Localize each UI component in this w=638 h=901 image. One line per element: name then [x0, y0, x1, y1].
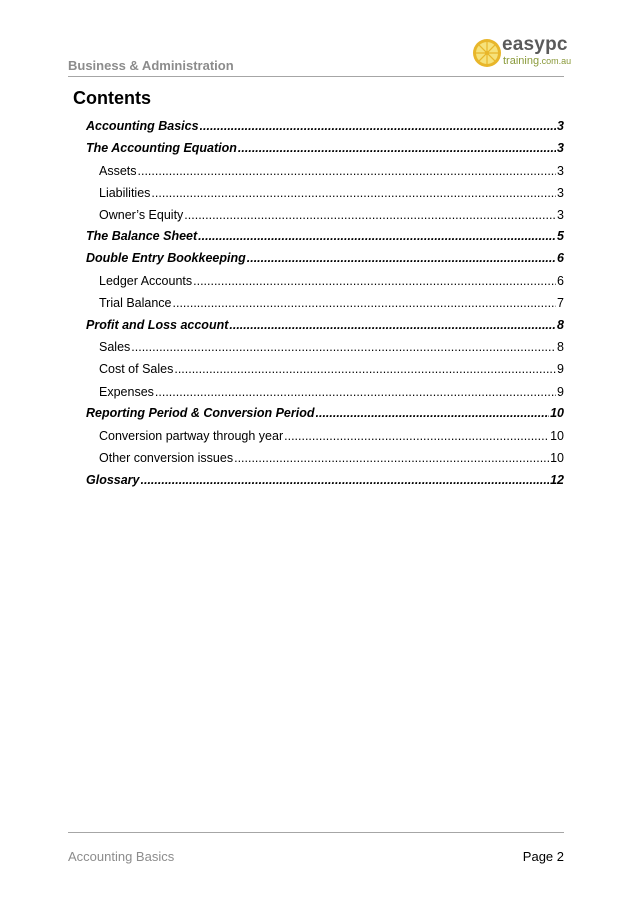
toc-leader-dots	[174, 362, 556, 376]
header-title: Business & Administration	[68, 58, 234, 73]
toc-leader-dots	[316, 406, 550, 420]
toc-entry-accounting-equation[interactable]	[86, 141, 564, 161]
toc-entry-trial-balance[interactable]	[99, 296, 564, 316]
lemon-slice-icon	[472, 38, 502, 68]
toc-page-number: 10	[550, 429, 564, 443]
toc-entry-title: Assets	[99, 164, 137, 178]
toc-entry-title: Double Entry Bookkeeping	[86, 251, 246, 265]
toc-leader-dots	[141, 473, 550, 487]
toc-page-number: 8	[557, 318, 564, 332]
toc-leader-dots	[200, 119, 557, 133]
toc-entry-title: Sales	[99, 340, 131, 354]
toc-page-number: 3	[557, 164, 564, 178]
logo-domain	[503, 55, 571, 67]
logo-wordmark: easypc	[502, 34, 568, 55]
toc-leader-dots	[184, 208, 556, 222]
toc-entry-expenses[interactable]	[99, 385, 564, 405]
logo-domain-tld: .com.au	[539, 56, 572, 66]
footer-document-title: Accounting Basics	[68, 849, 175, 864]
toc-leader-dots	[198, 229, 556, 243]
toc-page-number: 12	[550, 473, 564, 487]
toc-entry-conversion-partway[interactable]	[99, 429, 564, 449]
toc-leader-dots	[284, 429, 549, 443]
toc-page-number: 7	[557, 296, 564, 310]
logo	[472, 34, 572, 70]
toc-entry-cost-of-sales[interactable]	[99, 362, 564, 382]
toc-page-number: 3	[557, 208, 564, 222]
toc-entry-title: Profit and Loss account	[86, 318, 229, 332]
toc-entry-title: Owner’s Equity	[99, 208, 184, 222]
toc-entry-other-conversion-issues[interactable]	[99, 451, 564, 471]
toc-leader-dots	[151, 186, 556, 200]
toc-entry-title: Trial Balance	[99, 296, 172, 310]
toc-leader-dots	[131, 340, 556, 354]
toc-leader-dots	[193, 274, 556, 288]
toc-entry-sales[interactable]	[99, 340, 564, 360]
toc-page-number: 8	[557, 340, 564, 354]
toc-entry-title: Other conversion issues	[99, 451, 234, 465]
toc-page-number: 3	[557, 119, 564, 133]
toc-leader-dots	[173, 296, 557, 310]
toc-page-number: 9	[557, 362, 564, 376]
toc-entry-balance-sheet[interactable]	[86, 229, 564, 249]
logo-domain-name: training	[503, 55, 540, 67]
toc-page-number: 3	[557, 141, 564, 155]
toc-entry-double-entry-bookkeeping[interactable]	[86, 251, 564, 271]
toc-entry-title: Expenses	[99, 385, 154, 399]
toc-entry-title: Liabilities	[99, 186, 151, 200]
toc-entry-title: Glossary	[86, 473, 140, 487]
toc-leader-dots	[155, 385, 556, 399]
toc-leader-dots	[238, 141, 556, 155]
toc-page-number: 9	[557, 385, 564, 399]
toc-entry-title: The Accounting Equation	[86, 141, 237, 155]
toc-entry-assets[interactable]	[99, 164, 564, 184]
toc-entry-accounting-basics[interactable]	[86, 119, 564, 139]
toc-entry-title: Accounting Basics	[86, 119, 199, 133]
toc-entry-title: Reporting Period & Conversion Period	[86, 406, 315, 420]
toc-entry-title: Ledger Accounts	[99, 274, 193, 288]
toc-leader-dots	[229, 318, 556, 332]
toc-entry-glossary[interactable]	[86, 473, 564, 493]
toc-leader-dots	[234, 451, 549, 465]
toc-entry-owners-equity[interactable]	[99, 208, 564, 228]
toc-entry-title: The Balance Sheet	[86, 229, 198, 243]
toc-entry-title: Cost of Sales	[99, 362, 174, 376]
footer-page-number: Page 2	[522, 849, 564, 864]
toc-leader-dots	[138, 164, 557, 178]
toc-entry-profit-and-loss[interactable]	[86, 318, 564, 338]
toc-page-number: 5	[557, 229, 564, 243]
toc-page-number: 10	[550, 406, 564, 420]
toc-entry-reporting-period[interactable]	[86, 406, 564, 426]
toc-page-number: 10	[550, 451, 564, 465]
toc-leader-dots	[247, 251, 556, 265]
page-header	[68, 0, 572, 77]
toc-entry-title: Conversion partway through year	[99, 429, 284, 443]
toc-page-number: 6	[557, 251, 564, 265]
footer-divider	[68, 832, 564, 833]
header-divider	[68, 76, 564, 77]
toc-entry-liabilities[interactable]	[99, 186, 564, 206]
toc-entry-ledger-accounts[interactable]	[99, 274, 564, 294]
contents-heading: Contents	[73, 88, 151, 108]
toc-page-number: 3	[557, 186, 564, 200]
toc-page-number: 6	[557, 274, 564, 288]
